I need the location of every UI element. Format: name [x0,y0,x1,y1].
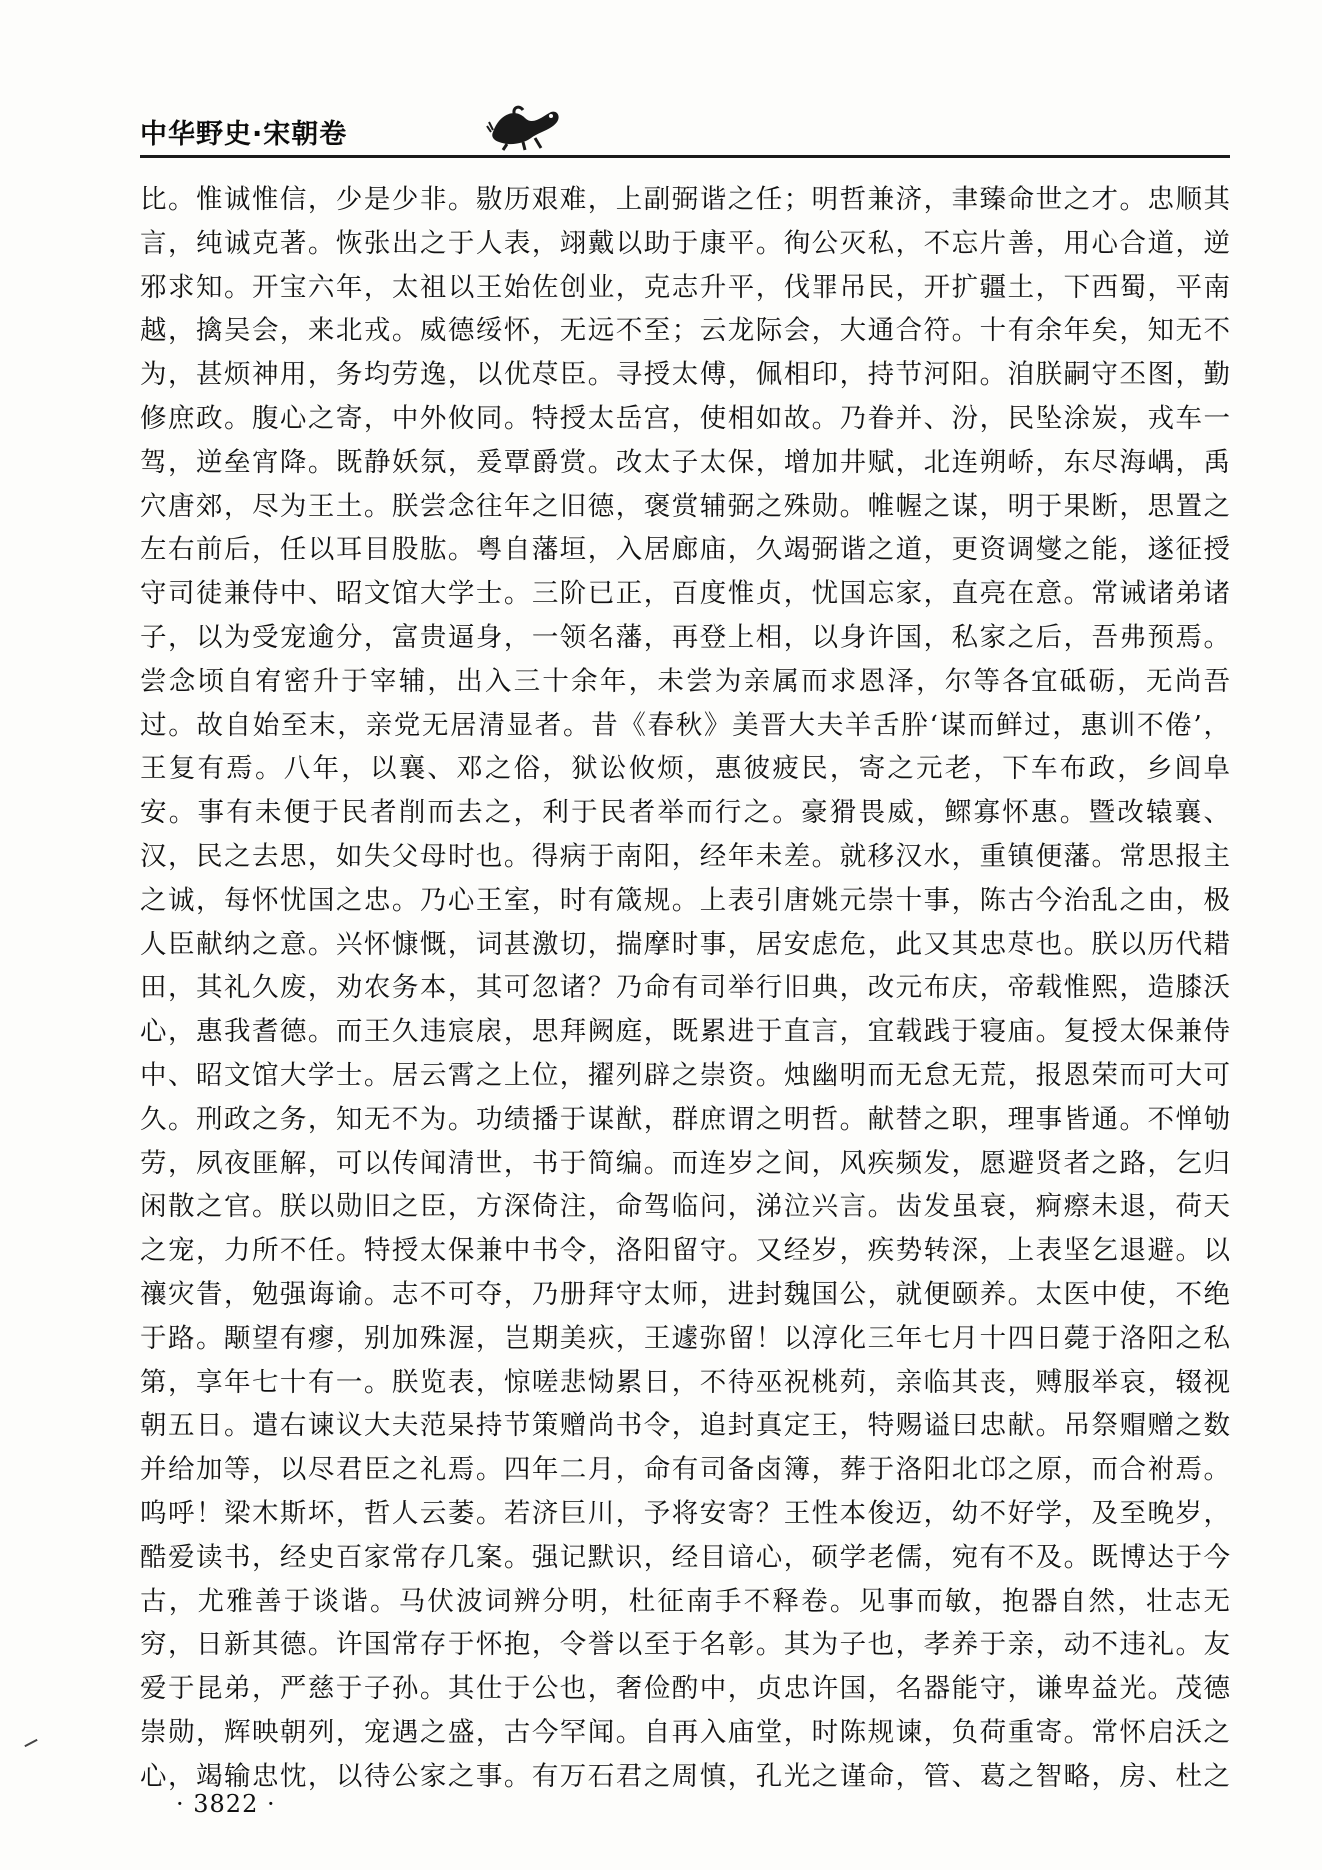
text-line: 之宠，力所不任。特授太保兼中书令，洛阳留守。又经岁，疾势转深，上表坚乞退避。以 [140,1235,1230,1267]
text-line: 守司徒兼侍中、昭文馆大学士。三阶已正，百度惟贞，忧国忘家，直亮在意。常诫诸弟诸 [140,578,1230,610]
text-line: 于路。颙望有瘳，别加殊渥，岂期美疢，王遽弥留！以淳化三年七月十四日薨于洛阳之私 [140,1322,1230,1354]
text-line: 穴唐郊，尽为王土。朕尝念往年之旧德，褒赏辅弼之殊勋。帷幄之谋，明于果断，思置之 [140,490,1230,522]
text-line: 古，尤雅善于谈谐。马伏波词辨分明，杜征南手不释卷。见事而敏，抱器自然，壮志无 [140,1585,1230,1617]
text-line: 心，惠我耆德。而王久违宸扆，思拜阙庭，既累进于直言，宜载践于寝庙。复授太保兼侍 [140,1016,1230,1048]
text-line: 劳，夙夜匪解，可以传闻清世，书于简编。而连岁之间，风疾频发，愿避贤者之路，乞归 [140,1147,1230,1179]
body-text [140,178,1230,1798]
text-line: 中、昭文馆大学士。居云霄之上位，擢列辟之崇资。烛幽明而无怠无荒，报恩荣而可大可 [140,1059,1230,1091]
header-rule [140,155,1230,158]
text-line: 越，擒吴会，来北戎。威德绥怀，无远不至；云龙际会，大通合符。十有余年矣，知无不 [140,315,1230,347]
text-line: 修庶政。腹心之寄，中外攸同。特授太岳宫，使相如故。乃眷并、汾，民坠涂炭，戎车一 [140,402,1230,434]
text-line: 过。故自始至末，亲党无居清显者。昔《春秋》美晋大夫羊舌肸‘谋而鲜过，惠训不倦’， [140,709,1230,741]
text-line: 第，享年七十有一。朕览表，惊嗟悲恸累日，不待巫祝桃茢，亲临其丧，赙服举哀，辍视 [140,1366,1230,1398]
text-line: 人臣献纳之意。兴怀慷慨，词甚激切，揣摩时事，居安虑危，此又其忠荩也。朕以历代耤 [140,928,1230,960]
book-title: 中华野史·宋朝卷 [140,119,348,150]
text-line: 言，纯诚克著。恢张出之于人表，翊戴以助于康平。徇公灭私，不忘片善，用心合道，逆 [140,227,1230,259]
text-line: 心，竭输忠忱，以待公家之事。有万石君之周慎，孔光之谨命，管、葛之智略，房、杜之 [140,1760,1230,1792]
text-line: 并给加等，以尽君臣之礼焉。四年二月，命有司备卤簿，葬于洛阳北邙之原，而合祔焉。 [140,1454,1230,1486]
margin-mark [24,1739,37,1747]
text-line: 禳灾眚，勉强诲谕。志不可夺，乃册拜守太师，进封魏国公，就便颐养。太医中使，不绝 [140,1278,1230,1310]
text-line: 闲散之官。朕以勋旧之臣，方深倚注，命驾临问，涕泣兴言。齿发虽衰，痾瘵未退，荷天 [140,1191,1230,1223]
running-header [140,108,1230,168]
text-line: 邪求知。开宝六年，太祖以王始佐创业，克志升平，伐罪吊民，开扩疆土，下西蜀，平南 [140,271,1230,303]
dragon-ornament-icon [485,102,565,152]
text-line: 为，甚烦神用，务均劳逸，以优荩臣。寻授太傅，佩相印，持节河阳。洎朕嗣守丕图，勤 [140,359,1230,391]
text-line: 王复有焉。八年，以襄、邓之俗，狱讼攸烦，惠彼疲民，寄之元老，下车布政，乡闾阜 [140,753,1230,785]
text-line: 田，其礼久废，劝农务本，其可忽诸？乃命有司举行旧典，改元布庆，帝载惟熙，造膝沃 [140,972,1230,1004]
text-line: 安。事有未便于民者削而去之，利于民者举而行之。豪猾畏威，鳏寡怀惠。暨改辕襄、 [140,797,1230,829]
text-line: 之诚，每怀忧国之忠。乃心王室，时有箴规。上表引唐姚元崇十事，陈古今治乱之由，极 [140,884,1230,916]
text-line: 左右前后，任以耳目股肱。粤自藩垣，入居廊庙，久竭弼谐之道，更资调燮之能，遂征授 [140,534,1230,566]
text-line: 呜呼！梁木斯坏，哲人云萎。若济巨川，予将安寄？王性本俊迈，幼不好学，及至晚岁， [140,1497,1230,1529]
text-line: 比。惟诚惟信，少是少非。敭历艰难，上副弼谐之任；明哲兼济，聿臻命世之才。忠顺其 [140,184,1230,215]
text-line: 酷爱读书，经史百家常存几案。强记默识，经目谙心，硕学老儒，宛有不及。既博达于今 [140,1541,1230,1573]
text-line: 爱于昆弟，严慈于子孙。其仕于公也，奢俭酌中，贞忠许国，名器能守，谦卑益光。茂德 [140,1673,1230,1705]
text-line: 久。刑政之务，知无不为。功绩播于谋猷，群庶谓之明哲。献替之职，理事皆通。不惮劬 [140,1103,1230,1135]
text-line: 汉，民之去思，如失父母时也。得病于南阳，经年未差。就移汉水，重镇便藩。常思报主 [140,840,1230,872]
text-line: 崇勋，辉映朝列，宠遇之盛，古今罕闻。自再入庙堂，时陈规谏，负荷重寄。常怀启沃之 [140,1716,1230,1748]
text-line: 尝念顷自宥密升于宰辅，出入三十余年，未尝为亲属而求恩泽，尔等各宜砥砺，无尚吾 [140,665,1230,697]
text-line: 朝五日。遣右谏议大夫范杲持节策赠尚书令，追封真定王，特赐谥曰忠献。吊祭赗赠之数 [140,1410,1230,1442]
text-line: 驾，逆垒宵降。既静妖氛，爰覃爵赏。改太子太保，增加井赋，北连朔峤，东尽海嵎，禹 [140,446,1230,478]
page-number: · 3822 · [176,1790,276,1818]
text-line: 穷，日新其德。许国常存于怀抱，令誉以至于名彰。其为子也，孝养于亲，动不违礼。友 [140,1629,1230,1661]
text-line: 子，以为受宠逾分，富贵逼身，一领名藩，再登上相，以身许国，私家之后，吾弗预焉。 [140,621,1230,653]
